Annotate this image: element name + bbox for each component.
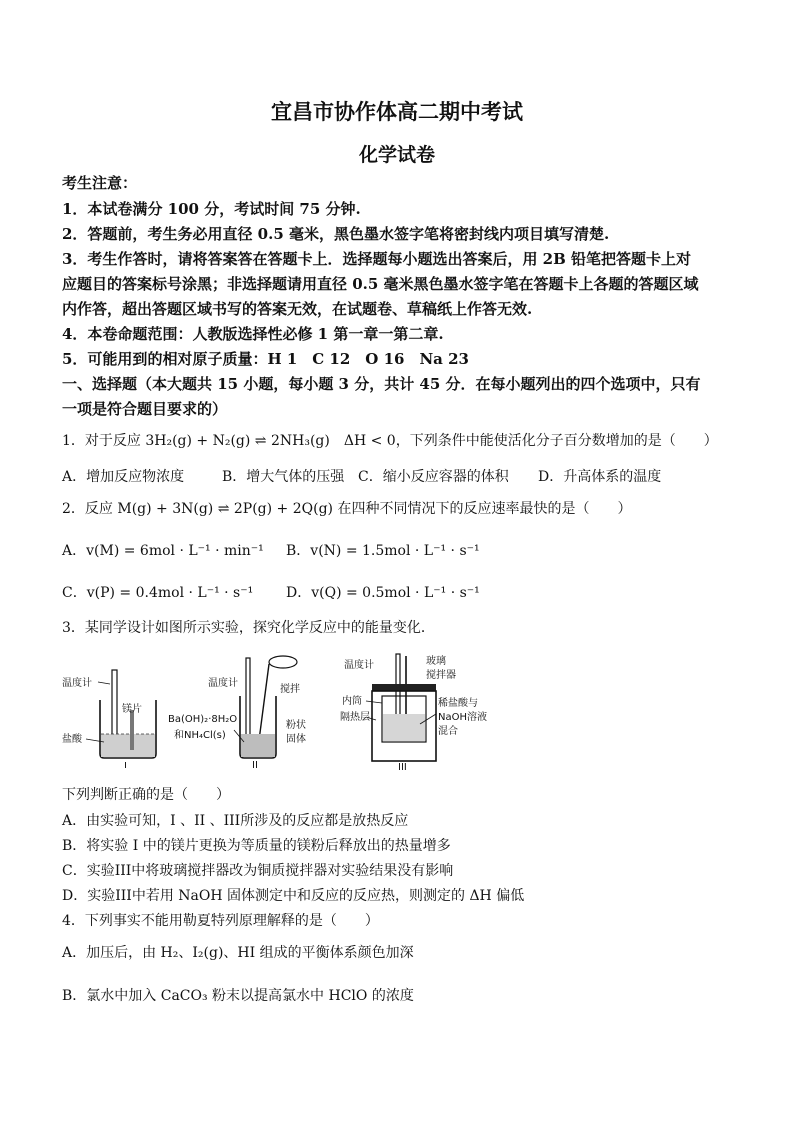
exp2-caption: II xyxy=(252,760,258,768)
figure-experiment-2 xyxy=(168,648,338,768)
notice-item: 应题目的答案标号涂黑；非选择题请用直径 0.5 毫米黑色墨水签字笔在答题卡上各题的答题区域 xyxy=(62,275,699,293)
section-heading-cont: 一项是符合题目要求的） xyxy=(62,400,228,418)
exp3-mix-line2: NaOH溶液 xyxy=(438,712,487,723)
q1-option-c: C．缩小反应容器的体积 xyxy=(358,469,509,485)
exp3-stirrer-line1: 玻璃 xyxy=(426,656,446,667)
q4-option-a: A．加压后，由 H₂、I₂(g)、HI 组成的平衡体系颜色加深 xyxy=(62,945,414,961)
figure-experiment-1 xyxy=(60,650,170,768)
exp2-solid-line2: 固体 xyxy=(286,734,306,745)
exp1-thermometer-label: 温度计 xyxy=(62,678,92,689)
notice-item: 2．答题前，考生务必用直径 0.5 毫米，黑色墨水签字笔将密封线内项目填写清楚. xyxy=(62,225,610,243)
q1-option-a: A．增加反应物浓度 xyxy=(62,469,185,485)
q3-option-b: B．将实验 I 中的镁片更换为等质量的镁粉后释放出的热量增多 xyxy=(62,838,451,854)
exp2-reagent-line1: Ba(OH)₂·8H₂O xyxy=(168,714,238,725)
notice-item: 5．可能用到的相对原子质量：H 1 C 12 O 16 Na 23 xyxy=(62,350,469,368)
exp2-stir-label: 搅拌 xyxy=(280,684,300,695)
exp3-caption: III xyxy=(398,762,407,770)
notice-item: 3．考生作答时，请将答案答在答题卡上．选择题每小题选出答案后，用 2B 铅笔把答题卡上对 xyxy=(62,250,692,268)
notice-item: 4．本卷命题范围：人教版选择性必修 1 第一章一第二章. xyxy=(62,325,444,343)
q3-option-a: A．由实验可知，I 、II 、III所涉及的反应都是放热反应 xyxy=(62,813,409,829)
page-title: 宜昌市协作体高二期中考试 xyxy=(271,99,523,124)
q2-option-b: B．v(N) = 1.5mol · L⁻¹ · s⁻¹ xyxy=(286,543,480,559)
notice-heading: 考生注意： xyxy=(62,174,138,192)
q1-option-b: B．增大气体的压强 xyxy=(222,469,345,485)
page-subtitle: 化学试卷 xyxy=(358,144,435,166)
exp3-mix-line1: 稀盐酸与 xyxy=(438,698,478,709)
q2-option-c: C．v(P) = 0.4mol · L⁻¹ · s⁻¹ xyxy=(62,585,254,601)
exp2-thermometer-label: 温度计 xyxy=(208,678,238,689)
exp3-mix-line3: 混合 xyxy=(438,726,458,737)
exp3-thermometer-label: 温度计 xyxy=(344,660,374,671)
exp3-insulation-label: 隔热层 xyxy=(340,712,370,723)
q3-option-c: C．实验III中将玻璃搅拌器改为铜质搅拌器对实验结果没有影响 xyxy=(62,863,454,879)
question-2-stem: 2．反应 M(g) + 3N(g) ⇌ 2P(g) + 2Q(g) 在四种不同情况下的反应速率最快的是（ ） xyxy=(62,501,632,517)
notice-item: 1．本试卷满分 100 分，考试时间 75 分钟. xyxy=(62,200,361,218)
figure-experiment-3 xyxy=(338,648,488,770)
exp1-caption: I xyxy=(124,761,127,768)
question-1-stem: 1．对于反应 3H₂(g) + N₂(g) ⇌ 2NH₃(g) ΔH < 0，下列条件中能使活化分子百分数增加的是（ ） xyxy=(62,433,718,449)
question-3-stem: 3．某同学设计如图所示实验，探究化学反应中的能量变化． xyxy=(62,620,435,636)
q3-option-d: D．实验III中若用 NaOH 固体测定中和反应的反应热，则测定的 ΔH 偏低 xyxy=(62,888,525,904)
q2-option-a: A．v(M) = 6mol · L⁻¹ · min⁻¹ xyxy=(62,543,264,559)
exp2-reagent-line2: 和NH₄Cl(s) xyxy=(174,730,226,741)
exp1-metal-label: 镁片 xyxy=(122,704,142,715)
q2-option-d: D．v(Q) = 0.5mol · L⁻¹ · s⁻¹ xyxy=(286,585,480,601)
q1-option-d: D．升高体系的温度 xyxy=(538,469,662,485)
exp3-inner-label: 内筒 xyxy=(342,696,362,707)
exp2-solid-line1: 粉状 xyxy=(286,720,306,731)
section-heading: 一、选择题（本大题共 15 小题，每小题 3 分，共计 45 分．在每小题列出的四个选项中，只有 xyxy=(62,375,701,393)
exp1-acid-label: 盐酸 xyxy=(62,734,82,745)
question-4-stem: 4．下列事实不能用勒夏特列原理解释的是（ ） xyxy=(62,913,379,929)
question-3-prompt: 下列判断正确的是（ ） xyxy=(62,787,230,803)
exp3-stirrer-line2: 搅拌器 xyxy=(426,670,456,681)
notice-item: 内作答，超出答题区域书写的答案无效，在试题卷、草稿纸上作答无效. xyxy=(62,300,533,318)
q4-option-b: B．氯水中加入 CaCO₃ 粉末以提高氯水中 HClO 的浓度 xyxy=(62,988,414,1004)
